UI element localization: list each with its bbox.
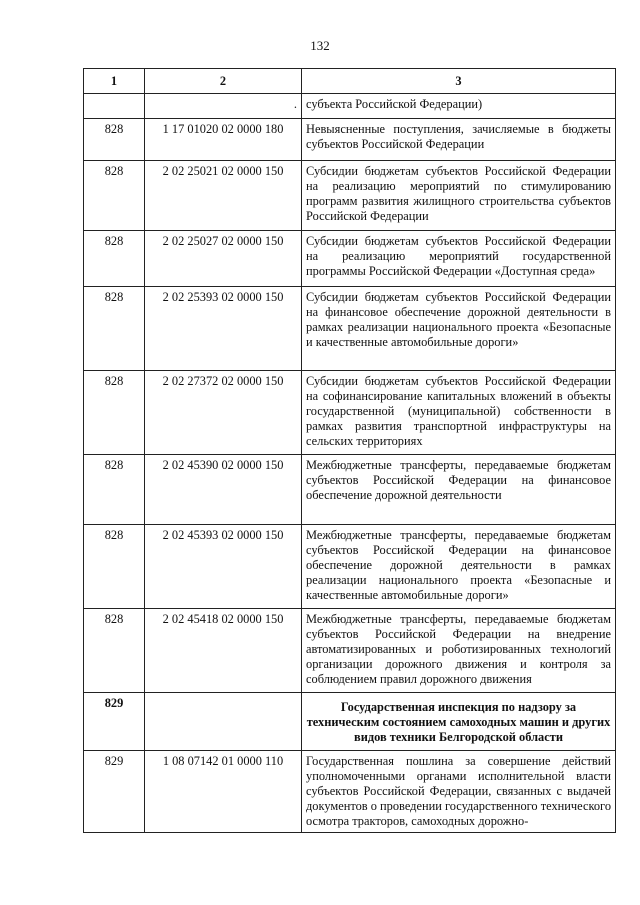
revenue-code-cell: 2 02 25021 02 0000 150 <box>145 161 302 231</box>
table-header-row <box>84 69 616 94</box>
admin-code-cell: 829 <box>84 751 145 833</box>
revenue-description-cell: Межбюджетные трансферты, передаваемые бюджетам субъектов Российской Федерации на финансовое обеспечение дорожной деятельности в рамках реализации национального проекта «Безопасные и качественные автомобильные дороги» <box>302 525 616 609</box>
revenue-description-cell: Субсидии бюджетам субъектов Российской Федерации на финансовое обеспечение дорожной деятельности в рамках реализации национального проекта «Безопасные и качественные автомобильные дороги» <box>302 287 616 371</box>
revenue-code-cell: 2 02 27372 02 0000 150 <box>145 371 302 455</box>
table-row <box>84 231 616 287</box>
revenue-description-cell: Государственная инспекция по надзору за техническим состоянием самоходных машин и других видов техники Белгородской области <box>302 693 616 751</box>
table-row <box>84 525 616 609</box>
admin-code-cell: 828 <box>84 609 145 693</box>
table-body <box>84 94 616 833</box>
header-col-3: 3 <box>302 69 616 94</box>
header-col-1: 1 <box>84 69 145 94</box>
table-row <box>84 609 616 693</box>
revenue-description-cell: Межбюджетные трансферты, передаваемые бюджетам субъектов Российской Федерации на финансовое обеспечение дорожной деятельности <box>302 455 616 525</box>
revenue-description-cell: Межбюджетные трансферты, передаваемые бюджетам субъектов Российской Федерации на внедрение автоматизированных и роботизированных технологий организации дорожного движения и контроля за соблюдением правил дорожного движения <box>302 609 616 693</box>
revenue-description-cell: Субсидии бюджетам субъектов Российской Федерации на софинансирование капитальных вложений в объекты государственной (муниципальной) собственности в рамках развития транспортной инфраструктуры на сельских территориях <box>302 371 616 455</box>
table-row <box>84 287 616 371</box>
revenue-code-cell <box>145 693 302 751</box>
admin-code-cell <box>84 94 145 119</box>
admin-code-cell: 828 <box>84 161 145 231</box>
revenue-code-cell: 2 02 25393 02 0000 150 <box>145 287 302 371</box>
revenue-code-cell: 2 02 45390 02 0000 150 <box>145 455 302 525</box>
table-row <box>84 693 616 751</box>
revenue-description-cell: Субсидии бюджетам субъектов Российской Федерации на реализацию мероприятий по стимулированию программ развития жилищного строительства субъектов Российской Федерации <box>302 161 616 231</box>
revenue-code-cell: 2 02 45418 02 0000 150 <box>145 609 302 693</box>
table-row <box>84 371 616 455</box>
table-row <box>84 119 616 161</box>
admin-code-cell: 828 <box>84 455 145 525</box>
admin-code-cell: 828 <box>84 231 145 287</box>
table-row <box>84 161 616 231</box>
table-row <box>84 751 616 833</box>
revenue-code-cell: 2 02 45393 02 0000 150 <box>145 525 302 609</box>
revenue-description-cell: субъекта Российской Федерации) <box>302 94 616 119</box>
page-number: 132 <box>310 38 330 53</box>
admin-code-cell: 829 <box>84 693 145 751</box>
revenue-code-cell: 2 02 25027 02 0000 150 <box>145 231 302 287</box>
admin-code-cell: 828 <box>84 525 145 609</box>
admin-code-cell: 828 <box>84 287 145 371</box>
revenue-description-cell: Невыясненные поступления, зачисляемые в бюджеты субъектов Российской Федерации <box>302 119 616 161</box>
table-row <box>84 455 616 525</box>
header-col-2: 2 <box>145 69 302 94</box>
admin-code-cell: 828 <box>84 371 145 455</box>
admin-code-cell: 828 <box>84 119 145 161</box>
revenue-description-cell: Государственная пошлина за совершение действий уполномоченными органами исполнительной власти субъектов Российской Федерации, связанных с выдачей документов о проведении государственного технического осмотра тракторов, самоходных дорожно- <box>302 751 616 833</box>
budget-classification-table <box>83 68 616 833</box>
revenue-description-cell: Субсидии бюджетам субъектов Российской Федерации на реализацию мероприятий государственной программы Российской Федерации «Доступная среда» <box>302 231 616 287</box>
table-row <box>84 94 616 119</box>
revenue-code-cell: 1 17 01020 02 0000 180 <box>145 119 302 161</box>
revenue-code-cell: . <box>145 94 302 119</box>
revenue-code-cell: 1 08 07142 01 0000 110 <box>145 751 302 833</box>
